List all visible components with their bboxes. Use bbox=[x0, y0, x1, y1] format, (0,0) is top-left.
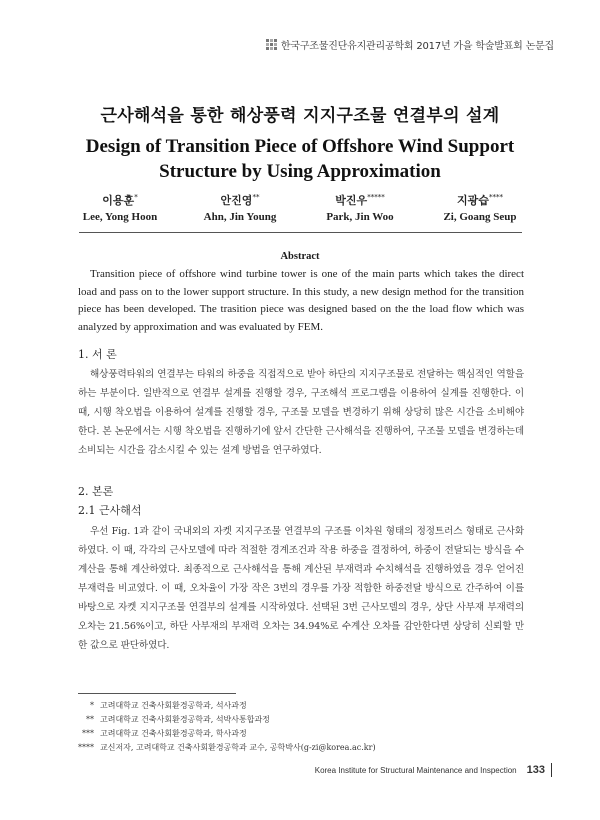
page-footer bbox=[315, 763, 552, 777]
author bbox=[180, 192, 300, 223]
footnote-divider bbox=[78, 693, 236, 694]
abstract-text: Transition piece of offshore wind turbine tower is one of the main parts which takes the direct load and pass on to the lower support structure. In this study, a new design method for the transition piece has been developed. The trasition piece was designed based on the the load flow which was analyzed by approximation and was evaluated by FEM. bbox=[78, 268, 524, 333]
author-name-english: Ahn, Jin Young bbox=[203, 211, 277, 223]
grid-icon bbox=[266, 39, 277, 50]
author-name-korean: 이용훈* bbox=[102, 193, 138, 207]
author-name-english: Lee, Yong Hoon bbox=[82, 211, 158, 223]
author-name-english: Park, Jin Woo bbox=[326, 211, 394, 223]
proceedings-title: 한국구조물진단유지관리공학회 2017년 가을 학술발표회 논문집 bbox=[280, 41, 554, 52]
section-heading-introduction: 1. 서 론 bbox=[78, 348, 117, 361]
footnote: **** 교신저자, 고려대학교 건축사회환경공학과 교수, 공학박사(g-zi@korea.ac.kr) bbox=[78, 743, 376, 752]
title-english: Design of Transition Piece of Offshore Wind Support Structure by Using Approximation bbox=[85, 136, 515, 182]
author-name-english: Zi, Goang Seup bbox=[443, 211, 517, 223]
header-divider bbox=[79, 232, 522, 233]
author-name-korean: 박진우***** bbox=[335, 193, 385, 207]
footnote: * 고려대학교 건축사회환경공학과, 석사과정 bbox=[90, 701, 247, 710]
approximation-paragraph: 우선 Fig. 1과 같이 국내외의 자켓 지지구조물 연결부의 구조를 이차원 형태의 정정트러스 형태로 근사화하였다. 이 때, 각각의 근사모델에 따라 적절한 경계조건과 작용 하중을 결정하여, 하중이 전달되는 방식을 수계산을 통해 계산하였다. 최종적으로 근사해석을 통해 계산된 부재력과 수치해석을 진행하였을 경우 얻어진 부재력을 비교였다. 이 때, 오차율이 가장 작은 3번의 경우를 가장 적합한 하중전달 방식으로 간주하여 이를 바탕으로 자켓 지지구조물 연결부의 설계를 시작하였다. 선택된 3번 근사모델의 경우, 상단 사부재 부재력의 오차는 21.56%이고, 하단 사부재의 부재력 오차는 34.94%로 수계산 오차를 감안한다면 상당히 신뢰할 만한 값으로 판단하였다. bbox=[78, 526, 524, 651]
footer-institute: Korea Institute for Structural Maintenance and Inspection bbox=[314, 765, 517, 775]
subsection-heading-approximation: 2.1 근사해석 bbox=[78, 504, 142, 517]
author bbox=[420, 192, 540, 223]
introduction-paragraph: 해상풍력타워의 연결부는 타워의 하중을 직접적으로 받아 하단의 지지구조물로 전달하는 핵심적인 역할을 하는 부분이다. 일반적으로 연결부 설계를 진행할 경우, 구조해석 프로그램을 이용하여 실계를 진행한다. 이 때, 시행 착오법을 이용하여 설계를 진행할 경우, 구조물 모델을 변경하기 위해 상당히 많은 시간을 소비해야한다. 본 논문에서는 시행 착오법을 진행하기에 앞서 간단한 근사해석을 진행하여, 구조물 모델을 변경하는데 소비되는 시간을 감소시킬 수 있는 설계 방법을 연구하였다. bbox=[78, 369, 524, 456]
proceedings-header bbox=[266, 37, 554, 52]
page-number: 133 bbox=[527, 763, 552, 777]
author bbox=[60, 192, 180, 223]
title-korean: 근사해석을 통한 해상풍력 지지구조물 연결부의 설계 bbox=[100, 106, 500, 126]
author bbox=[300, 192, 420, 223]
footnote: *** 고려대학교 건축사회환경공학과, 학사과정 bbox=[82, 729, 247, 738]
author-list bbox=[60, 192, 540, 223]
section-heading-body: 2. 본론 bbox=[78, 485, 114, 498]
author-name-korean: 안진영** bbox=[220, 193, 260, 207]
author-name-korean: 지광습**** bbox=[457, 193, 503, 207]
footnote: ** 고려대학교 건축사회환경공학과, 석박사통합과정 bbox=[86, 715, 270, 724]
abstract-heading: Abstract bbox=[280, 251, 320, 262]
